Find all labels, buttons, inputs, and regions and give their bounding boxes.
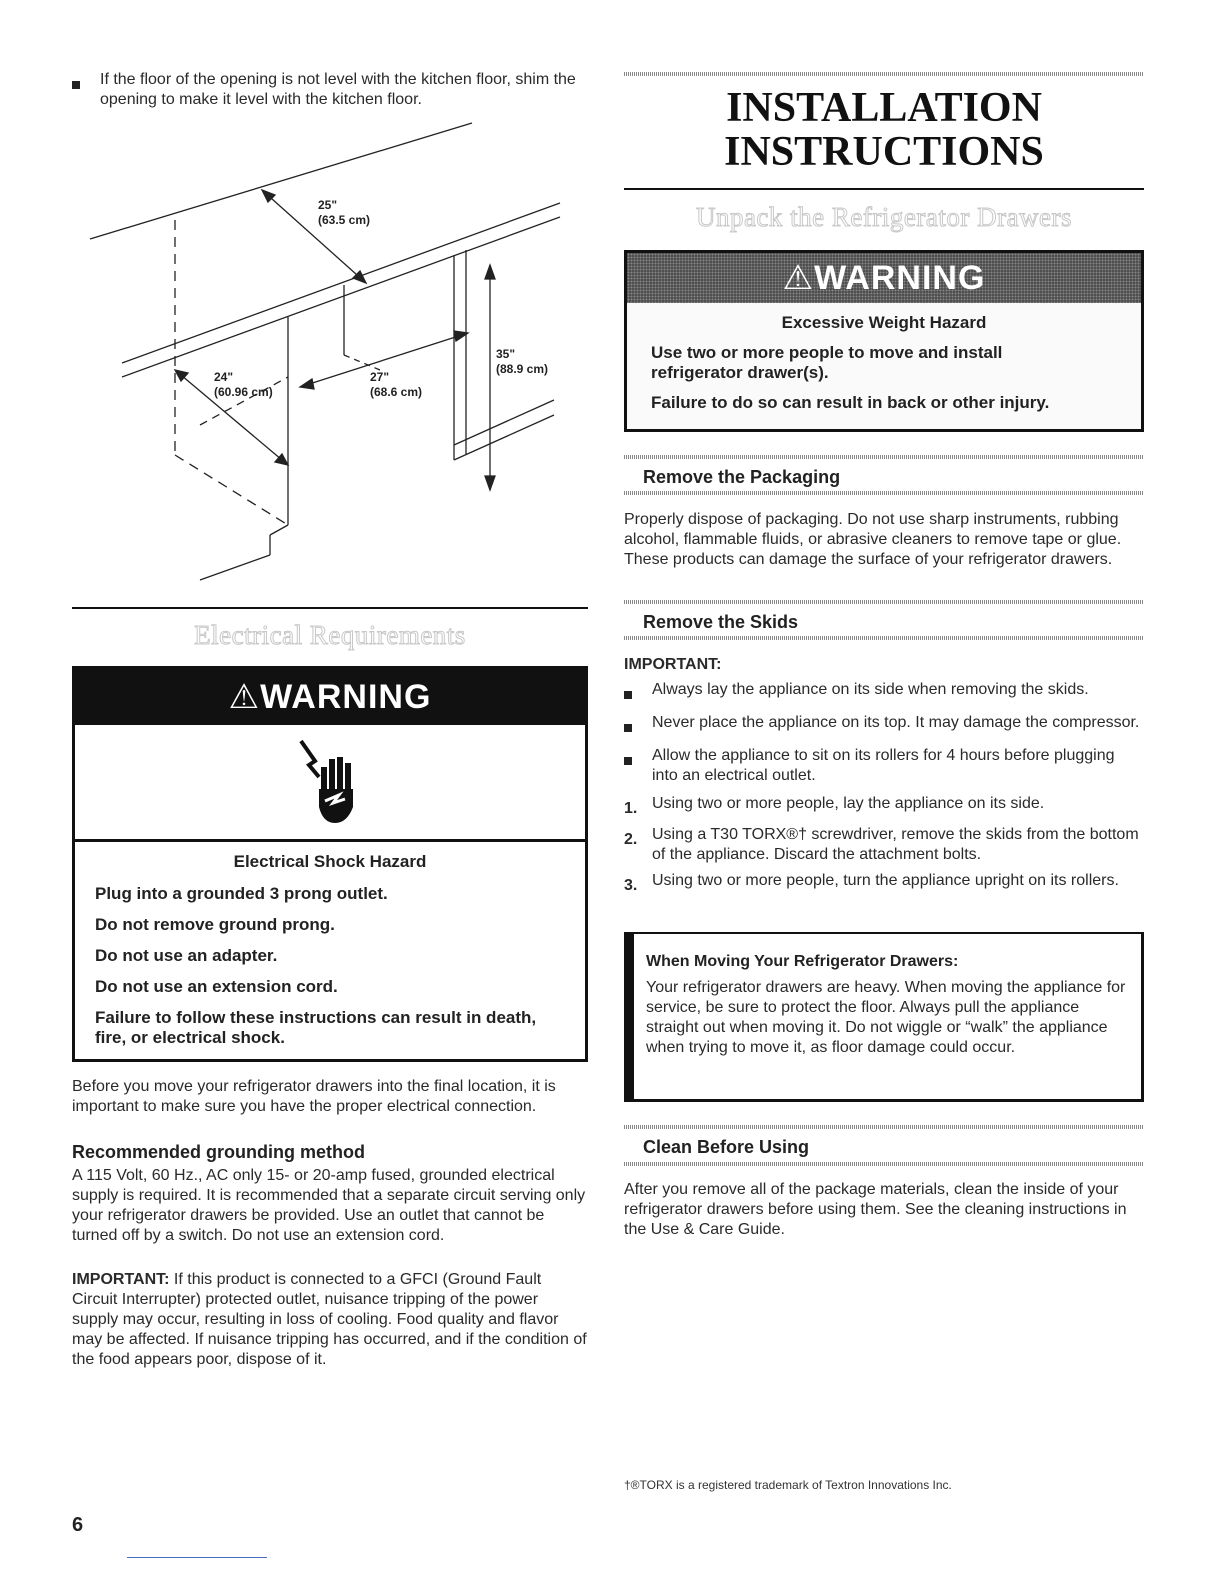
moving-heading: When Moving Your Refrigerator Drawers: [646, 953, 959, 970]
warning-banner: ⚠WARNING [75, 669, 585, 725]
dimension-27: 27" (68.6 cm) [370, 370, 423, 399]
heading-rule [624, 600, 1144, 604]
warning-line: Failure to do so can result in back or other injury. [651, 393, 1050, 412]
dimension-24: 24" (60.96 cm) [214, 370, 273, 399]
trademark-footnote: †®TORX is a registered trademark of Textron Innovations Inc. [624, 1478, 952, 1492]
warning-line: Do not remove ground prong. [95, 915, 335, 934]
heading-rule [624, 455, 1144, 459]
section-title-unpack: Unpack the Refrigerator Drawers [695, 202, 1073, 232]
electrical-warning-box [72, 666, 588, 1062]
list-item: Allow the appliance to sit on its rollers for 4 hours before plugging into an electrical outlet. [624, 746, 1144, 786]
section-title-electrical: Electrical Requirements [194, 620, 466, 650]
warning-line: Do not use an extension cord. [95, 977, 338, 996]
list-item: 2. Using a T30 TORX®† screwdriver, remove the skids from the bottom of the appliance. Discard the attachment bolts. [624, 826, 1139, 863]
footer-rule [127, 1557, 267, 1558]
skids-important-label: IMPORTANT: [624, 656, 722, 673]
heading-rule [624, 1162, 1144, 1166]
intro-bullet: If the floor of the opening is not level with the kitchen floor, shim the opening to make it level with the kitchen floor. [72, 70, 582, 110]
electrical-intro-paragraph: Before you move your refrigerator drawers into the final location, it is important to make sure you have the proper electrical connection. [72, 1078, 556, 1115]
weight-warning-box [624, 250, 1144, 432]
grounding-heading: Recommended grounding method [72, 1142, 366, 1162]
page-number: 6 [72, 1514, 84, 1536]
packaging-heading: Remove the Packaging [643, 467, 841, 487]
bullet-square-icon [624, 724, 632, 732]
page-title: INSTALLATION INSTRUCTIONS [724, 85, 1044, 175]
grounding-paragraph: A 115 Volt, 60 Hz., AC only 15- or 20-amp fused, grounded electrical supply is required. It is recommended that a separate circuit serving only your refrigerator drawers be provided. Use an outlet that cannot be turned off by a switch. Do not use an extension cord. [72, 1167, 586, 1244]
clean-paragraph: After you remove all of the package materials, clean the inside of your refrigerator drawers before using them. See the cleaning instructions in the Use & Care Guide. [624, 1181, 1127, 1238]
warning-banner: ⚠WARNING [627, 253, 1141, 303]
warning-line: Plug into a grounded 3 prong outlet. [95, 884, 388, 903]
gfci-important-paragraph: IMPORTANT: If this product is connected to a GFCI (Ground Fault Circuit Interrupter) protected outlet, nuisance tripping of the power supply may occur, resulting in loss of cooling. Food quality and flavor may be affected. If nuisance tripping has occurred, and if the condition of the food appears poor, dispose of it. [72, 1271, 587, 1368]
warning-line: Use two or more people to move and install refrigerator drawer(s). [651, 343, 1003, 382]
title-bottom-rule [624, 188, 1144, 190]
title-top-rule [624, 72, 1144, 76]
shock-hazard-icon [75, 725, 585, 839]
list-item: Always lay the appliance on its side when removing the skids. [624, 680, 1144, 705]
list-item: 1. Using two or more people, lay the appliance on its side. [624, 795, 1045, 817]
clean-heading: Clean Before Using [643, 1137, 810, 1157]
bullet-square-icon [624, 757, 632, 765]
bullet-square-icon [72, 81, 80, 89]
warning-hazard-title: Excessive Weight Hazard [781, 313, 987, 332]
warning-line: Do not use an adapter. [95, 946, 278, 965]
list-item: 3. Using two or more people, turn the appliance upright on its rollers. [624, 872, 1119, 894]
moving-notice-box [624, 932, 1144, 1102]
warning-hazard-title: Electrical Shock Hazard [233, 852, 427, 871]
heading-rule [624, 491, 1144, 495]
dimension-25: 25" (63.5 cm) [318, 198, 371, 227]
packaging-paragraph: Properly dispose of packaging. Do not use sharp instruments, rubbing alcohol, flammable fluids, or abrasive cleaners to remove tape or glue. These products can damage the surface of your refrigerator drawers. [624, 511, 1122, 568]
skids-heading: Remove the Skids [643, 612, 799, 632]
moving-paragraph: Your refrigerator drawers are heavy. When moving the appliance for service, be sure to protect the floor. Always pull the appliance straight out when moving it. Do not wiggle or “walk” the appliance when trying to move it, as floor damage could occur. [646, 979, 1126, 1056]
warning-line: Failure to follow these instructions can result in death, fire, or electrical shock. [95, 1008, 537, 1047]
section-divider [72, 607, 588, 609]
skids-bullet-list [624, 680, 1144, 896]
bullet-square-icon [624, 691, 632, 699]
heading-rule [624, 636, 1144, 640]
list-item: Never place the appliance on its top. It may damage the compressor. [624, 713, 1144, 738]
dimension-35: 35" (88.9 cm) [496, 347, 549, 376]
heading-rule [624, 1125, 1144, 1129]
